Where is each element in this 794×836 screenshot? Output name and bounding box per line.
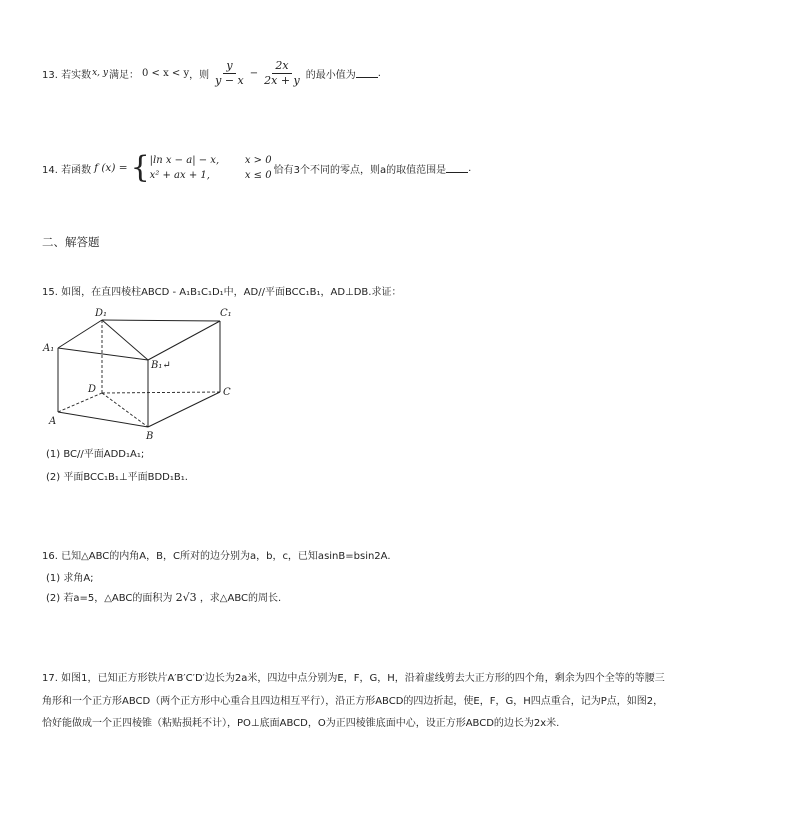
q14-row-2 bbox=[150, 168, 272, 183]
q14-answer-blank bbox=[446, 163, 468, 173]
edge-A-B bbox=[58, 412, 148, 427]
label-C1: C₁ bbox=[220, 308, 232, 319]
q14-row-1 bbox=[150, 153, 272, 168]
q13-f2-num: 2x bbox=[272, 59, 291, 74]
q13-f2-den: 2x + y bbox=[264, 73, 300, 87]
q13-fraction-2 bbox=[261, 59, 303, 88]
q14-row2-expr: x² + ax + 1, bbox=[149, 170, 210, 181]
q15-part-1: (1) BC//平面ADD₁A₁; bbox=[46, 449, 145, 460]
edge-B-C bbox=[148, 392, 220, 427]
q16-stem: 16. 已知△ABC的内角A，B，C所对的边分别为a，b，c，已知asinB=bsin2A. bbox=[42, 551, 391, 562]
q17-line-2: 角形和一个正方形ABCD（两个正方形中心重合且四边相互平行），沿正方形ABCD的四边折起，使E，F，G，H四点重合，记为P点，如图2， bbox=[42, 696, 664, 707]
label-B: B bbox=[146, 431, 154, 442]
q14-prefix: 14. 若函数 bbox=[42, 164, 92, 176]
q16-part2-text-a: (2) 若a=5，△ABC的面积为 bbox=[46, 593, 173, 604]
q13-fraction-1 bbox=[212, 59, 247, 88]
label-B1: B₁↵ bbox=[151, 360, 171, 371]
edge-A1-D1 bbox=[58, 320, 102, 348]
q15-part-2: (2) 平面BCC₁B₁⊥平面BDD₁B₁. bbox=[46, 472, 188, 483]
edge-C1-B1 bbox=[148, 321, 220, 360]
label-C: C bbox=[223, 387, 231, 398]
q16-part-1: (1) 求角A; bbox=[46, 573, 94, 584]
label-A: A bbox=[49, 416, 57, 427]
label-A1: A₁ bbox=[43, 343, 55, 354]
q13-then: ，则 bbox=[189, 69, 210, 81]
q14-fx: f (x) = bbox=[94, 162, 128, 174]
edge-D-B-hidden bbox=[102, 393, 148, 427]
edge-D1-C1 bbox=[102, 320, 220, 321]
q13-f1-den: y − x bbox=[215, 73, 244, 87]
q14-row1-cond: x > 0 bbox=[244, 155, 272, 166]
q16-area-value: 2√3 bbox=[175, 591, 197, 604]
q14-brace: { bbox=[130, 150, 150, 185]
section-heading: 二、解答题 bbox=[42, 235, 100, 249]
q16-part2-text-b: ，求△ABC的周长. bbox=[199, 593, 282, 604]
q13-suffix: 的最小值为 bbox=[305, 69, 356, 81]
q13-minus: − bbox=[249, 67, 259, 79]
label-D1: D₁ bbox=[95, 308, 108, 319]
edge-D1-B1 bbox=[102, 320, 148, 360]
q14-suffix: 恰有3个不同的零点，则a的取值范围是 bbox=[273, 164, 447, 176]
q13-cond-label: 满足： bbox=[108, 69, 139, 81]
q13-answer-blank bbox=[356, 68, 378, 78]
q14-row2-cond: x ≤ 0 bbox=[244, 170, 272, 181]
q15-stem: 15. 如图，在直四棱柱ABCD - A₁B₁C₁D₁中，AD//平面BCC₁B₁，AD⊥DB.求证： bbox=[42, 287, 402, 298]
q13-end: . bbox=[377, 67, 381, 79]
q13-vars: x, y bbox=[92, 68, 108, 78]
edge-A-D-hidden bbox=[58, 393, 102, 412]
q17-line-1: 17. 如图1，已知正方形铁片A′B′C′D′边长为2a米，四边中点分别为E，F，G，H，沿着虚线剪去大正方形的四个角，剩余为四个全等的等腰三 bbox=[42, 673, 665, 684]
q17-line-3: 恰好能做成一个正四棱锥（粘贴损耗不计），PO⊥底面ABCD，O为正四棱锥底面中心，设正方形ABCD的边长为2x米. bbox=[42, 718, 560, 729]
q14-piecewise bbox=[150, 153, 272, 183]
q13-f1-num: y bbox=[223, 59, 235, 74]
question-14 bbox=[42, 150, 471, 186]
q14-row1-expr: |ln x − a| − x, bbox=[149, 155, 220, 166]
question-13 bbox=[42, 55, 381, 91]
q13-prefix: 13. 若实数 bbox=[42, 69, 92, 81]
q14-end: . bbox=[468, 162, 472, 174]
edge-D-C-hidden bbox=[102, 392, 220, 393]
edge-B1-A1 bbox=[58, 348, 148, 360]
label-D: D bbox=[88, 384, 97, 395]
q15-prism-figure bbox=[40, 305, 245, 447]
q13-condition: 0 < x < y bbox=[141, 67, 190, 79]
q16-part-2 bbox=[46, 589, 281, 604]
